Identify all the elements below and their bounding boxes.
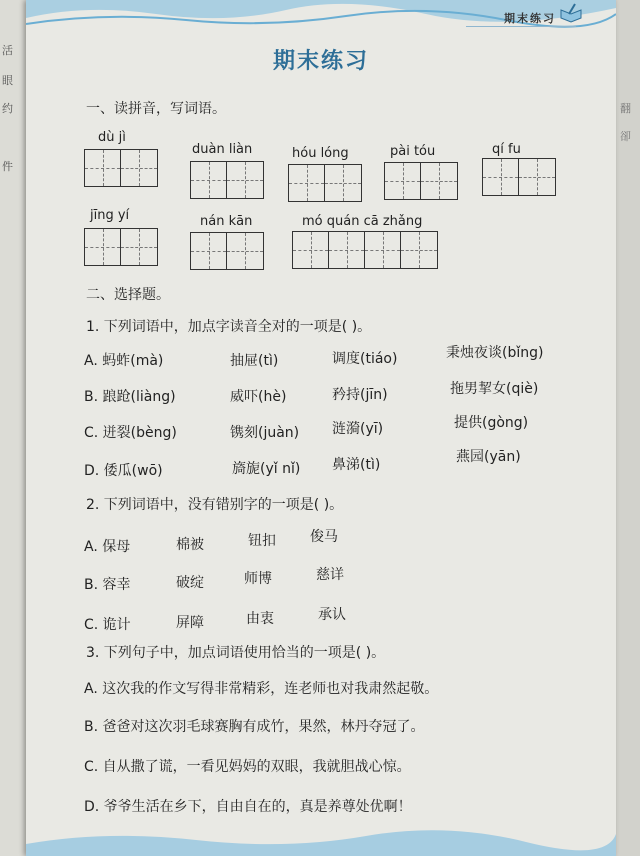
question-3: 3. 下列句子中，加点词语使用恰当的一项是( )。 xyxy=(86,645,386,661)
pinyin-label: hóu lóng xyxy=(292,146,349,161)
q1-option-c-word4: 提供(gòng) xyxy=(454,415,529,431)
writing-grid[interactable] xyxy=(292,231,438,269)
q1-option-c-word2: 镌刻(juàn) xyxy=(230,425,300,441)
bottom-wave-decoration xyxy=(26,816,616,856)
q1-option-b-word1: B. 踉跄(liàng) xyxy=(84,389,176,405)
right-char: 卻 xyxy=(620,130,631,143)
q2-option-b-word2: 破绽 xyxy=(176,575,204,591)
writing-grid[interactable] xyxy=(288,164,362,202)
under-char: 活 xyxy=(2,44,13,57)
q2-option-c-word3: 由衷 xyxy=(246,611,274,627)
pinyin-label: qí fu xyxy=(492,142,521,157)
q1-option-a-word4: 秉烛夜谈(bǐng) xyxy=(446,345,544,361)
q1-option-b-word3: 矜持(jīn) xyxy=(332,387,388,403)
q1-option-c-word3: 涟漪(yī) xyxy=(332,421,384,437)
header-rule xyxy=(466,26,576,27)
writing-grid[interactable] xyxy=(482,158,556,196)
pinyin-label: pài tóu xyxy=(390,144,436,159)
q2-option-c-word2: 屏障 xyxy=(176,615,204,631)
q3-option-a: A. 这次我的作文写得非常精彩，连老师也对我肃然起敬。 xyxy=(84,681,439,697)
pinyin-label: dù jì xyxy=(98,130,126,145)
q1-option-a-word2: 抽屉(tì) xyxy=(230,353,279,369)
right-char: 翻 xyxy=(620,102,631,115)
writing-grid[interactable] xyxy=(190,161,264,199)
q3-option-b: B. 爸爸对这次羽毛球赛胸有成竹，果然，林丹夺冠了。 xyxy=(84,719,425,735)
pinyin-label: duàn liàn xyxy=(192,142,253,157)
q2-option-a-word1: A. 保母 xyxy=(84,539,131,555)
q1-option-a-word3: 调度(tiáo) xyxy=(332,351,398,367)
header-label: 期末练习 xyxy=(504,12,556,25)
q2-option-c-word1: C. 诡计 xyxy=(84,617,131,633)
q2-option-c-word4: 承认 xyxy=(318,607,346,623)
worksheet-page xyxy=(26,0,616,856)
q1-option-d-word2: 旖旎(yǐ nǐ) xyxy=(232,461,301,477)
q2-option-b-word4: 慈详 xyxy=(316,567,344,583)
q1-option-a-word1: A. 蚂蚱(mà) xyxy=(84,353,164,369)
section1-heading: 一、读拼音，写词语。 xyxy=(86,101,226,117)
book-pen-icon xyxy=(558,2,584,26)
writing-grid[interactable] xyxy=(84,149,158,187)
pinyin-label: jīng yí xyxy=(90,208,130,223)
q3-option-d: D. 爷爷生活在乡下，自由自在的，真是养尊处优啊！ xyxy=(84,799,412,815)
writing-grid[interactable] xyxy=(190,232,264,270)
q2-option-b-word3: 师博 xyxy=(244,571,272,587)
question-1: 1. 下列词语中，加点字读音全对的一项是( )。 xyxy=(86,319,372,335)
writing-grid[interactable] xyxy=(84,228,158,266)
pinyin-label: mó quán cā zhǎng xyxy=(302,214,423,229)
q2-option-b-word1: B. 容幸 xyxy=(84,577,131,593)
q1-option-b-word2: 威吓(hè) xyxy=(230,389,287,405)
under-char: 眼 xyxy=(2,74,13,87)
q2-option-a-word3: 钮扣 xyxy=(248,533,276,549)
q1-option-d-word4: 燕园(yān) xyxy=(456,449,521,465)
pinyin-label: nán kān xyxy=(200,214,253,229)
q2-option-a-word2: 棉被 xyxy=(176,537,204,553)
q1-option-d-word1: D. 倭瓜(wō) xyxy=(84,463,163,479)
q1-option-c-word1: C. 迸裂(bèng) xyxy=(84,425,177,441)
q3-option-c: C. 自从撒了谎，一看见妈妈的双眼，我就胆战心惊。 xyxy=(84,759,411,775)
under-char: 件 xyxy=(2,160,13,173)
section2-heading: 二、选择题。 xyxy=(86,287,170,303)
q2-option-a-word4: 俊马 xyxy=(310,529,338,545)
q1-option-d-word3: 鼻涕(tì) xyxy=(332,457,381,473)
question-2: 2. 下列词语中，没有错别字的一项是( )。 xyxy=(86,497,344,513)
under-char: 约 xyxy=(2,102,13,115)
q1-option-b-word4: 拖男挈女(qiè) xyxy=(450,381,539,397)
page-title: 期末练习 xyxy=(272,49,369,74)
writing-grid[interactable] xyxy=(384,162,458,200)
